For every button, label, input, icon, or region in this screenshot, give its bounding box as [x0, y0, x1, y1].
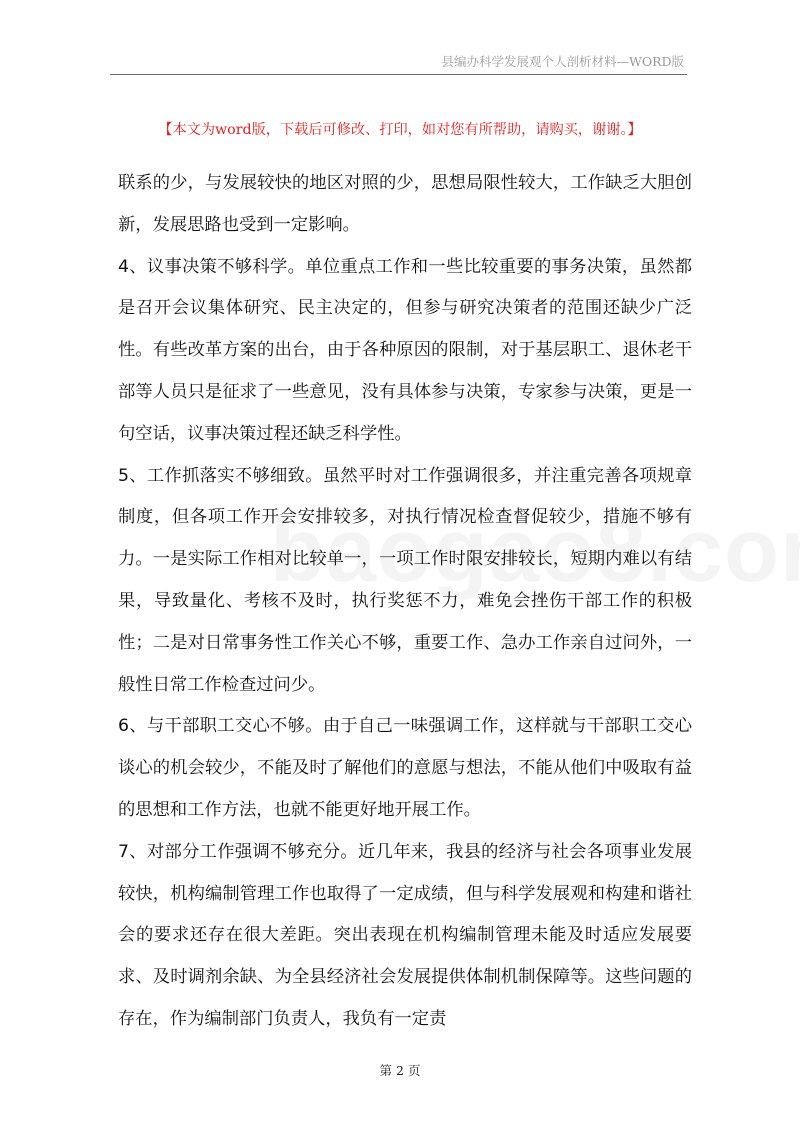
purchase-notice: 【本文为word版，下载后可修改、打印，如对您有所帮助，请购买，谢谢。】 — [158, 122, 642, 138]
paragraph: 联系的少，与发展较快的地区对照的少，思想局限性较大，工作缺乏大胆创新，发展思路也受到一定影响。 — [118, 173, 692, 235]
paragraph: 6、与干部职工交心不够。由于自己一味强调工作，这样就与干部职工交心谈心的机会较少，不能及时了解他们的意愿与想法，不能从他们中吸取有益的思想和工作方法，也就不能更好地开展工作。 — [118, 716, 692, 820]
header-divider — [110, 74, 687, 75]
document-header-title: 县编办科学发展观个人剖析材料—WORD版 — [441, 54, 684, 69]
paragraph: 5、工作抓落实不够细致。虽然平时对工作强调很多，并注重完善各项规章制度，但各项工作开会安排较多，对执行情况检查督促较少，措施不够有力。一是实际工作相对比较单一，一项工作时限安排较长，短期内难以有结果，导致量化、考核不及时，执行奖惩不力，难免会挫伤干部工作的积极性；二是对日常事务性工作关心不够，重要工作、急办工作亲自过问外，一般性日常工作检查过问少。 — [118, 465, 692, 695]
document-body — [118, 163, 692, 1041]
page-number: 第 2 页 — [379, 1063, 421, 1078]
paragraph: 7、对部分工作强调不够充分。近几年来，我县的经济与社会各项事业发展较快，机构编制管理工作也取得了一定成绩，但与科学发展观和构建和谐社会的要求还存在很大差距。突出表现在机构编制管理未能及时适应发展要求、及时调剂余缺、为全县经济社会发展提供体制机制保障等。这些问题的存在，作为编制部门负责人，我负有一定责 — [118, 841, 692, 1029]
paragraph: 4、议事决策不够科学。单位重点工作和一些比较重要的事务决策，虽然都是召开会议集体研究、民主决定的，但参与研究决策者的范围还缺少广泛性。有些改革方案的出台，由于各种原因的限制，对于基层职工、退休老干部等人员只是征求了一些意见，没有具体参与决策，专家参与决策，更是一句空话，议事决策过程还缺乏科学性。 — [118, 256, 692, 444]
